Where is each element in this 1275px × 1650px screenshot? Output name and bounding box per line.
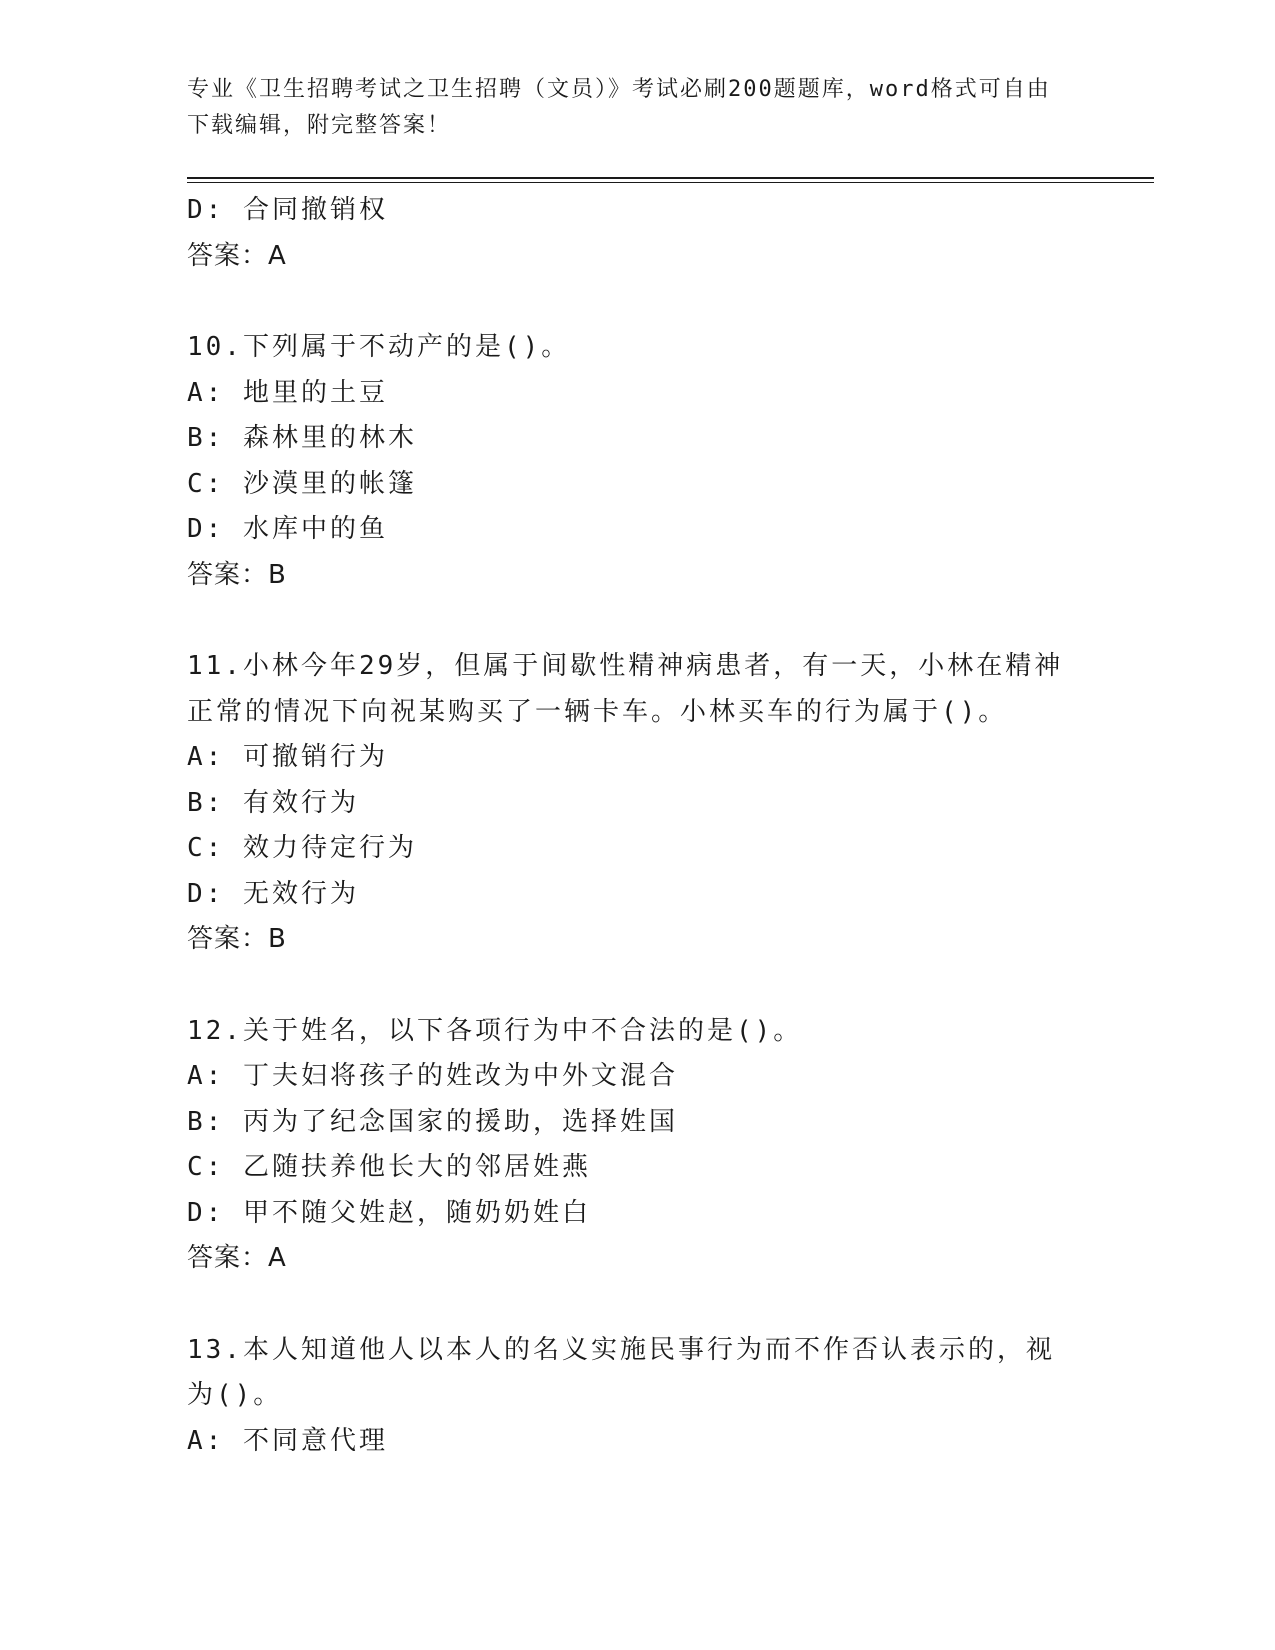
page-header: 专业《卫生招聘考试之卫生招聘（文员）》考试必刷200题题库，word格式可自由下载编辑，附完整答案！ [187,77,1051,138]
option-c: C: 效力待定行为 [187,833,417,863]
option-a: A: 可撤销行为 [187,742,388,772]
option-c: C: 沙漠里的帐篷 [187,468,417,499]
answer-line: 答案：A [187,240,287,271]
question-stem: 11.小林今年29岁，但属于间歇性精神病患者，有一天，小林在精神正常的情况下向祝某购买了一辆卡车。小林买车的行为属于()。 [187,651,1064,727]
option-b: B: 丙为了纪念国家的援助，选择姓国 [187,1106,678,1137]
option-a: A: 丁夫妇将孩子的姓改为中外文混合 [187,1061,678,1091]
answer-line: 答案：A [187,1243,287,1273]
answer-line: 答案：B [187,924,287,954]
spacer [187,1282,1087,1328]
option-a: A: 地里的土豆 [187,377,388,408]
question-content [187,188,1087,1464]
option-d: D: 合同撤销权 [187,195,388,225]
option-d: D: 无效行为 [187,878,359,909]
option-a: A: 不同意代理 [187,1425,388,1456]
option-d: D: 水库中的鱼 [187,514,388,544]
question-stem: 13.本人知道他人以本人的名义实施民事行为而不作否认表示的，视为()。 [187,1334,1055,1410]
question-stem: 12.关于姓名，以下各项行为中不合法的是()。 [187,1015,803,1046]
spacer [187,598,1087,644]
option-d: D: 甲不随父姓赵，随奶奶姓白 [187,1197,591,1228]
option-c: C: 乙随扶养他长大的邻居姓燕 [187,1152,591,1182]
answer-line: 答案：B [187,559,287,590]
header-rule-thin [187,182,1154,183]
header-rule-thick [187,177,1154,179]
option-b: B: 有效行为 [187,787,359,818]
spacer [187,963,1087,1009]
option-b: B: 森林里的林木 [187,423,417,453]
question-stem: 10.下列属于不动产的是()。 [187,332,571,362]
spacer [187,279,1087,325]
